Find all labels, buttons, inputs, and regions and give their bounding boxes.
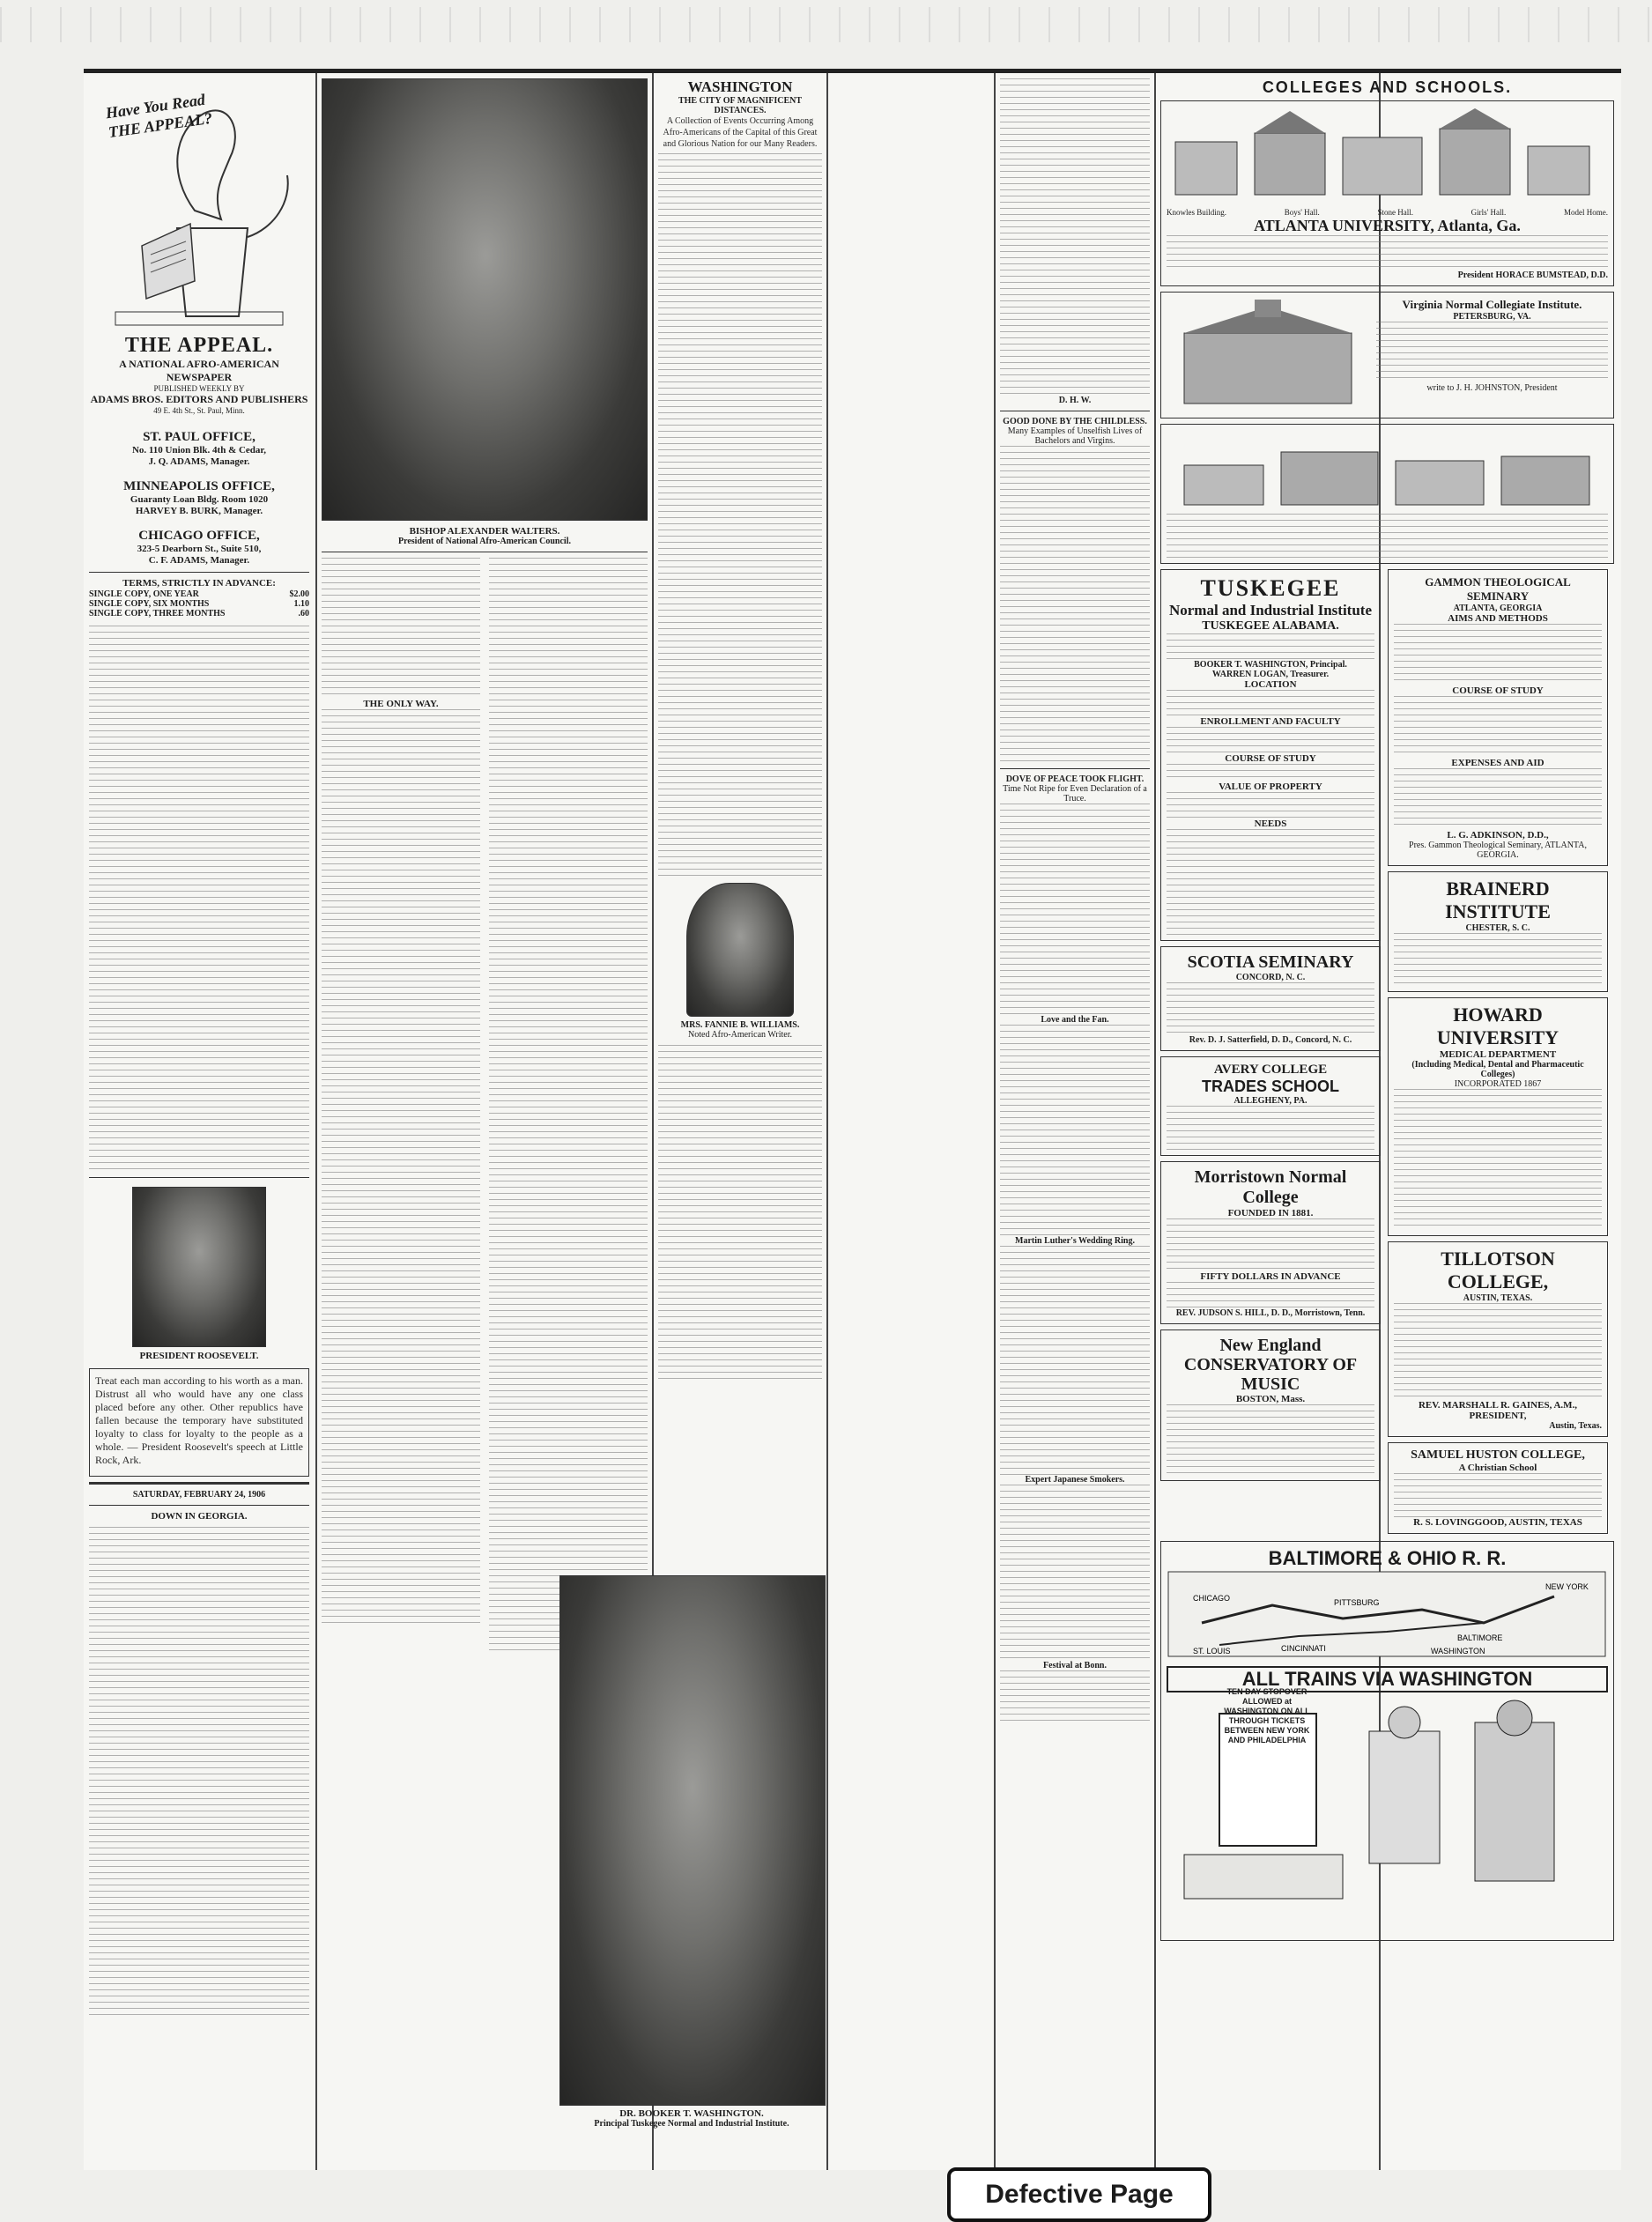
ad-brainerd xyxy=(1388,871,1608,992)
conservatory-text xyxy=(1167,1404,1374,1475)
terms-table xyxy=(89,589,309,618)
column-rule xyxy=(315,73,317,2170)
tuskegee-section: ENROLLMENT AND FACULTY xyxy=(1200,716,1341,727)
map-city: NEW YORK xyxy=(1545,1582,1589,1591)
office-manager: HARVEY B. BURK, Manager. xyxy=(135,506,263,516)
morristown-contact: REV. JUDSON S. HILL, D. D., Morristown, Tenn. xyxy=(1175,1308,1366,1318)
walters-caption-name: BISHOP ALEXANDER WALTERS. xyxy=(409,526,560,537)
tuskegee-section: VALUE OF PROPERTY xyxy=(1219,781,1322,792)
terms-row xyxy=(89,609,309,618)
tuskegee-place: TUSKEGEE ALABAMA. xyxy=(1202,619,1339,633)
headline-georgia: DOWN IN GEORGIA. xyxy=(151,1511,248,1522)
tillotson-text xyxy=(1394,1303,1602,1400)
masthead-address: 49 E. 4th St., St. Paul, Minn. xyxy=(153,406,245,415)
gammon-role: Pres. Gammon Theological Seminary, ATLANTA, GEORGIA. xyxy=(1409,841,1587,860)
conservatory-place: BOSTON, Mass. xyxy=(1235,1394,1306,1404)
huston-subtitle: A Christian School xyxy=(1458,1463,1537,1473)
roosevelt-portrait xyxy=(132,1187,266,1347)
office-address: No. 110 Union Blk. 4th & Cedar, xyxy=(131,445,267,456)
ads-left-column xyxy=(1160,569,1381,1534)
washington-caption-name: DR. BOOKER T. WASHINGTON. xyxy=(619,2108,764,2119)
avery-subtitle: TRADES SCHOOL xyxy=(1201,1078,1339,1095)
office-title: ST. PAUL OFFICE, xyxy=(143,430,256,444)
masthead-title: THE APPEAL. xyxy=(124,334,274,357)
office-stpaul xyxy=(89,429,309,468)
office-address: Guaranty Loan Bldg. Room 1020 xyxy=(130,494,269,505)
terms-row xyxy=(89,589,309,599)
atlanta-president: President HORACE BUMSTEAD, D.D. xyxy=(1457,270,1608,280)
building-caption: Knowles Building. xyxy=(1167,208,1227,217)
gammon-title: GAMMON THEOLOGICAL SEMINARY xyxy=(1425,575,1571,603)
ad-knoxville-college xyxy=(1160,424,1614,564)
headline-japanese: Expert Japanese Smokers. xyxy=(1025,1475,1125,1485)
colleges-header: COLLEGES AND SCHOOLS. xyxy=(1262,78,1513,96)
virginia-title: Virginia Normal Collegiate Institute. xyxy=(1402,298,1582,311)
ad-tuskegee xyxy=(1160,569,1381,941)
headline-love-fan: Love and the Fan. xyxy=(1041,1015,1109,1025)
terms-label: SINGLE COPY, ONE YEAR xyxy=(89,589,199,599)
avery-title: AVERY COLLEGE xyxy=(1213,1063,1328,1077)
ads-section xyxy=(1160,78,1614,2158)
morristown-text xyxy=(1167,1282,1374,1308)
huston-contact: R. S. LOVINGGOOD, AUSTIN, TEXAS xyxy=(1413,1517,1582,1528)
terms-label: SINGLE COPY, THREE MONTHS xyxy=(89,609,226,618)
tuskegee-text xyxy=(1167,764,1374,781)
brainerd-title: BRAINERD INSTITUTE xyxy=(1445,878,1551,922)
gammon-president: L. G. ADKINSON, D.D., xyxy=(1447,830,1549,841)
gammon-section: AIMS AND METHODS xyxy=(1448,613,1548,624)
tillotson-title: TILLOTSON COLLEGE, xyxy=(1441,1248,1555,1292)
map-city: CINCINNATI xyxy=(1281,1644,1326,1653)
tuskegee-text xyxy=(1167,727,1374,753)
gammon-section: COURSE OF STUDY xyxy=(1452,685,1544,696)
walters-portrait xyxy=(322,78,648,521)
terms-label: SINGLE COPY, SIX MONTHS xyxy=(89,599,210,609)
huston-text xyxy=(1394,1473,1602,1517)
article-signoff: D. H. W. xyxy=(1058,396,1092,405)
ad-baltimore-ohio xyxy=(1160,1541,1614,1941)
avery-place: ALLEGHENY, PA. xyxy=(1233,1096,1308,1106)
bo-tagline: ALL TRAINS VIA WASHINGTON xyxy=(1167,1666,1608,1692)
virginia-place: PETERSBURG, VA. xyxy=(1453,312,1531,322)
article-luther-text xyxy=(1000,1246,1150,1475)
article-bonn-text xyxy=(1000,1670,1150,1723)
masthead-published: PUBLISHED WEEKLY BY xyxy=(153,384,245,393)
bo-route-map xyxy=(1167,1570,1607,1658)
howard-incorporated: INCORPORATED 1867 xyxy=(1454,1079,1542,1089)
terms-price: 1.10 xyxy=(293,599,309,609)
roosevelt-quote: Treat each man according to his worth as a man. Distrust all who would have any one class placed before any other. Other republics have fallen because the temporary have substituted loyalty to class for loyalty to the people as a whole. — President Roosevelt's speech at Little Rock, Ark. xyxy=(95,1374,303,1466)
tillotson-president: REV. MARSHALL R. GAINES, A.M., PRESIDENT, xyxy=(1418,1400,1578,1421)
tuskegee-treasurer: WARREN LOGAN, Treasurer. xyxy=(1211,670,1330,679)
map-city: CHICAGO xyxy=(1193,1594,1231,1603)
morristown-advance: FIFTY DOLLARS IN ADVANCE xyxy=(1200,1271,1341,1282)
article-text xyxy=(1000,78,1150,396)
article-text xyxy=(658,1045,822,1380)
tuskegee-subtitle: Normal and Industrial Institute xyxy=(1168,602,1372,618)
virginia-body-text xyxy=(1376,322,1608,383)
divider xyxy=(89,1482,309,1485)
office-minneapolis xyxy=(89,478,309,517)
article-japanese-text xyxy=(1000,1485,1150,1661)
tuskegee-principal: BOOKER T. WASHINGTON, Principal. xyxy=(1194,660,1347,670)
deck-washington: A Collection of Events Occurring Among Afro-Americans of the Capital of this Great and Glorious Nation for our Many Readers. xyxy=(663,116,818,149)
walters-caption-title: President of National Afro-American Council. xyxy=(397,537,571,546)
appeal-logo xyxy=(89,78,309,334)
scotia-text xyxy=(1167,982,1374,1035)
map-city: ST. LOUIS xyxy=(1193,1647,1231,1655)
ad-tillotson xyxy=(1388,1241,1608,1437)
ad-scotia xyxy=(1160,946,1381,1051)
gammon-text xyxy=(1394,624,1602,685)
williams-portrait xyxy=(686,883,794,1017)
howard-title: HOWARD UNIVERSITY xyxy=(1436,1004,1559,1048)
morristown-text xyxy=(1167,1218,1374,1271)
ad-conservatory xyxy=(1160,1329,1381,1481)
tillotson-place: AUSTIN, TEXAS. xyxy=(1463,1293,1533,1303)
conservatory-title: New England CONSERVATORY OF MUSIC xyxy=(1183,1336,1358,1394)
roosevelt-quote-box xyxy=(89,1368,309,1477)
newspaper-page xyxy=(84,69,1621,2170)
office-manager: J. Q. ADAMS, Manager. xyxy=(148,456,250,467)
terms-price: $2.00 xyxy=(289,589,309,599)
ad-huston xyxy=(1388,1442,1608,1534)
tuskegee-title: TUSKEGEE xyxy=(1200,575,1341,601)
column-rule xyxy=(1154,73,1156,2170)
headline-dove: DOVE OF PEACE TOOK FLIGHT. xyxy=(1005,774,1145,784)
ad-morristown xyxy=(1160,1161,1381,1324)
dateline: SATURDAY, FEBRUARY 24, 1906 xyxy=(132,1490,266,1500)
scotia-place: CONCORD, N. C. xyxy=(1235,973,1306,982)
logo-banner-text: Have You Read THE APPEAL? xyxy=(104,90,214,142)
ads-right-column xyxy=(1388,569,1608,1534)
tillotson-city: Austin, Texas. xyxy=(1549,1421,1602,1431)
article-georgia-text xyxy=(89,1527,309,2020)
article-only-way-text xyxy=(322,709,480,1626)
atlanta-building-captions xyxy=(1167,208,1608,217)
scotia-title: SCOTIA SEMINARY xyxy=(1187,952,1354,972)
brainerd-text xyxy=(1394,933,1602,986)
howard-subtitle-2: (Including Medical, Dental and Pharmaceutic Colleges) xyxy=(1411,1060,1584,1079)
map-city: WASHINGTON xyxy=(1431,1647,1485,1655)
building-caption: Model Home. xyxy=(1563,208,1608,217)
ads-two-column xyxy=(1160,569,1614,1534)
huston-title: SAMUEL HUSTON COLLEGE, xyxy=(1411,1448,1585,1462)
virginia-text xyxy=(1376,298,1608,412)
deck-dove: Time Not Ripe for Even Declaration of a Truce. xyxy=(1003,784,1147,804)
morristown-founded: FOUNDED IN 1881. xyxy=(1227,1208,1314,1218)
scotia-contact: Rev. D. J. Satterfield, D. D., Concord, N. C. xyxy=(1189,1035,1352,1045)
howard-subtitle: MEDICAL DEPARTMENT xyxy=(1439,1049,1557,1060)
atlanta-title: ATLANTA UNIVERSITY, Atlanta, Ga. xyxy=(1254,217,1521,234)
knoxville-body-text xyxy=(1167,514,1608,558)
text-column-b xyxy=(489,558,648,1650)
divider xyxy=(89,1505,309,1506)
office-address: 323-5 Dearborn St., Suite 510, xyxy=(137,544,262,554)
office-manager: C. F. ADAMS, Manager. xyxy=(148,555,250,566)
virginia-campus-illustration xyxy=(1167,298,1369,412)
terms-row xyxy=(89,599,309,609)
defective-page-label: Defective Page xyxy=(947,2167,1211,2222)
two-column-text xyxy=(322,558,648,1650)
text-column-a xyxy=(322,558,480,1650)
masthead-subtitle: A NATIONAL AFRO-AMERICAN NEWSPAPER xyxy=(119,358,279,383)
office-title: CHICAGO OFFICE, xyxy=(138,529,260,543)
deck-childless: Many Examples of Unselfish Lives of Bachelors and Virgins. xyxy=(1007,426,1143,446)
avery-text xyxy=(1167,1106,1374,1150)
headline-childless: GOOD DONE BY THE CHILDLESS. xyxy=(1003,417,1147,426)
gammon-text xyxy=(1394,768,1602,830)
ad-virginia-normal xyxy=(1160,292,1614,418)
bo-stopover-sign: TEN DAY STOPOVER ALLOWED at WASHINGTON ON ALL THROUGH TICKETS BETWEEN NEW YORK AND PHILADELPHIA xyxy=(1224,1687,1310,1744)
article-washington-text xyxy=(658,153,822,876)
divider xyxy=(89,1177,309,1178)
article-childless-text xyxy=(1000,446,1150,763)
miscellany-column xyxy=(1000,78,1150,2158)
ad-atlanta-university xyxy=(1160,100,1614,286)
tuskegee-text xyxy=(1167,633,1374,660)
roosevelt-caption: PRESIDENT ROOSEVELT. xyxy=(139,1351,259,1361)
washington-portrait xyxy=(559,1575,826,2106)
virginia-contact: write to J. H. JOHNSTON, President xyxy=(1426,383,1558,393)
building-caption: Boys' Hall. xyxy=(1284,208,1320,217)
headline-only-way: THE ONLY WAY. xyxy=(363,699,439,709)
divider xyxy=(1000,768,1150,769)
headline-luther: Martin Luther's Wedding Ring. xyxy=(1015,1236,1135,1246)
map-city: BALTIMORE xyxy=(1457,1633,1503,1642)
article-love-fan-text xyxy=(1000,1025,1150,1236)
article-dove-text xyxy=(1000,804,1150,1015)
article-text xyxy=(322,558,480,699)
tuskegee-text xyxy=(1167,690,1374,716)
building-caption: Stone Hall. xyxy=(1377,208,1413,217)
ad-avery xyxy=(1160,1056,1381,1156)
washington-caption-title: Principal Tuskegee Normal and Industrial Institute. xyxy=(594,2119,789,2129)
headline-bonn: Festival at Bonn. xyxy=(1043,1661,1107,1670)
column-rule xyxy=(994,73,996,2170)
terms-price: .60 xyxy=(298,609,309,618)
masthead-column xyxy=(89,78,309,2158)
gammon-place: ATLANTA, GEORGIA xyxy=(1453,604,1543,613)
terms-body-text xyxy=(89,626,309,1172)
ad-howard xyxy=(1388,997,1608,1236)
scan-edge-texture xyxy=(0,7,1652,42)
williams-caption-title: Noted Afro-American Writer. xyxy=(688,1030,792,1040)
subhead-washington: THE CITY OF MAGNIFICENT DISTANCES. xyxy=(678,96,803,115)
divider xyxy=(89,572,309,573)
washington-caption xyxy=(559,2108,824,2129)
atlanta-body-text xyxy=(1167,235,1608,270)
tuskegee-section: NEEDS xyxy=(1254,818,1287,829)
atlanta-campus-illustration xyxy=(1167,107,1607,204)
williams-caption-name: MRS. FANNIE B. WILLIAMS. xyxy=(680,1020,800,1030)
headline-washington: WASHINGTON xyxy=(687,78,793,95)
map-city: PITTSBURG xyxy=(1334,1598,1380,1607)
tuskegee-section: LOCATION xyxy=(1244,679,1297,690)
column-rule xyxy=(826,73,828,2170)
office-chicago xyxy=(89,528,309,567)
terms-title: TERMS, STRICTLY IN ADVANCE: xyxy=(122,578,276,589)
office-title: MINNEAPOLIS OFFICE, xyxy=(123,479,275,493)
gammon-section: EXPENSES AND AID xyxy=(1451,758,1545,768)
tuskegee-section: COURSE OF STUDY xyxy=(1225,753,1316,764)
building-caption: Girls' Hall. xyxy=(1471,208,1507,217)
morristown-title: Morristown Normal College xyxy=(1194,1167,1347,1207)
brainerd-place: CHESTER, S. C. xyxy=(1465,923,1530,933)
howard-text xyxy=(1394,1089,1602,1230)
tuskegee-text xyxy=(1167,792,1374,818)
knoxville-campus-illustration xyxy=(1167,430,1607,509)
masthead-publishers: ADAMS BROS. EDITORS AND PUBLISHERS xyxy=(90,393,308,405)
ad-gammon xyxy=(1388,569,1608,866)
gammon-text xyxy=(1394,696,1602,758)
tuskegee-text xyxy=(1167,829,1374,935)
article-text xyxy=(489,558,648,1650)
bo-title: BALTIMORE & OHIO R. R. xyxy=(1268,1547,1507,1569)
